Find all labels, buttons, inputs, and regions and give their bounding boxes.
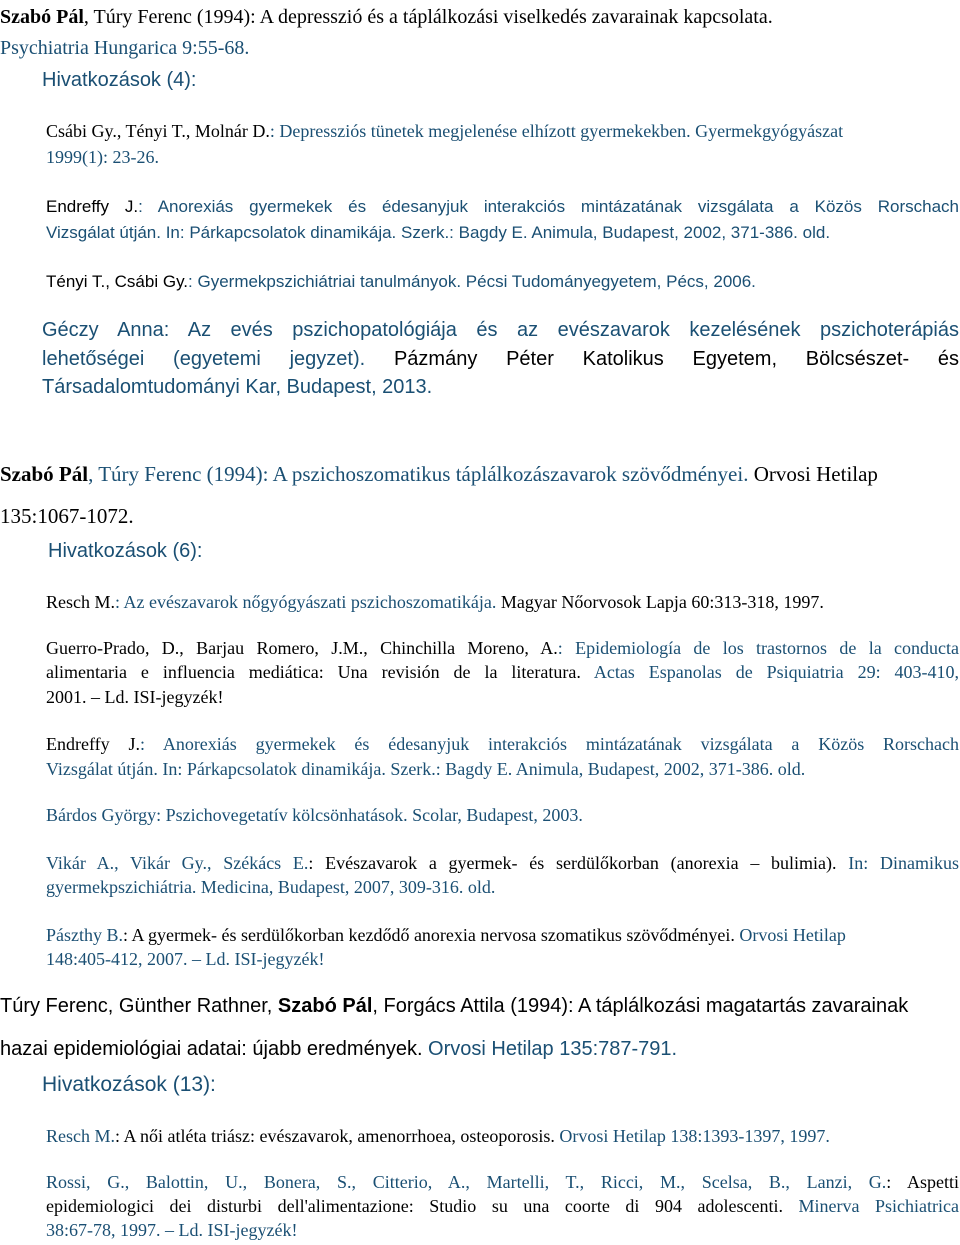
author-highlight: Szabó Pál — [0, 6, 84, 28]
reference-text: lehetőségei (egyetemi jegyzet). — [42, 348, 366, 370]
reference-authors: Tényi T., Csábi Gy. — [46, 272, 189, 291]
reference-1-4-line-3: Társadalomtudományi Kar, Budapest, 2013. — [42, 376, 433, 398]
reference-1-2-line-1 — [46, 197, 959, 217]
reference-book: In: Dinamikus — [836, 853, 959, 873]
citations-heading-2: Hivatkozások (6): — [48, 540, 203, 562]
reference-authors: Resch M. — [46, 1126, 115, 1146]
reference-journal: Orvosi Hetilap — [734, 925, 846, 945]
reference-journal: Minerva Psichiatrica — [782, 1196, 959, 1216]
reference-text: : A női atléta triász: evészavarok, amenorrhoea, osteoporosis. — [115, 1126, 555, 1146]
publication-1-text: , Túry Ferenc (1994): A depresszió és a táplálkozási viselkedés zavarainak kapcsolata. — [83, 6, 773, 28]
reference-2-2-line-3: 2001. – Ld. ISI-jegyzék! — [46, 687, 224, 707]
reference-text: : Aspetti — [886, 1172, 959, 1192]
reference-authors: Pászthy B. — [46, 925, 124, 945]
publication-3-authors: Túry Ferenc, Günther Rathner, — [0, 995, 278, 1017]
reference-journal: Actas Espanolas de Psiquiatria 29: 403-410, — [580, 662, 960, 682]
reference-2-3-line-1 — [46, 734, 959, 755]
reference-text: : Epidemiología de los trastornos de la conducta — [557, 638, 959, 658]
reference-2-1 — [46, 592, 824, 613]
reference-authors: Vikár A., Vikár Gy., Székács E. — [46, 853, 309, 873]
reference-text: : Az evészavarok nőgyógyászati pszichoszomatikája. — [115, 592, 497, 612]
publication-3-text: hazai epidemiológiai adatai: újabb eredmények. — [0, 1038, 423, 1060]
reference-2-2-line-2 — [46, 662, 959, 683]
reference-2-4: Bárdos György: Pszichovegetatív kölcsönhatások. Scolar, Budapest, 2003. — [46, 805, 583, 825]
reference-1-4-line-1: Géczy Anna: Az evés pszichopatológiája és az evészavarok kezelésének pszichoterápiás — [42, 319, 959, 341]
reference-1-1-line-2: 1999(1): 23-26. — [46, 147, 159, 167]
author-highlight: Szabó Pál — [0, 462, 89, 486]
reference-text: : A gyermek- és serdülőkorban kezdődő anorexia nervosa szomatikus szövődményei. — [123, 925, 735, 945]
reference-text: : Anorexiás gyermekek és édesanyjuk interakciós mintázatának vizsgálata a Közös Rorschach — [138, 197, 959, 216]
publication-3-journal: Orvosi Hetilap 135:787-791. — [422, 1038, 678, 1060]
reference-2-3-line-2: Vizsgálat útján. In: Párkapcsolatok dinamikája. Szerk.: Bagdy E. Animula, Budapest, 2002, 371-386. old. — [46, 759, 806, 779]
reference-3-2-line-1 — [46, 1172, 959, 1193]
reference-journal: Magyar Nőorvosok Lapja 60:313-318, 1997. — [496, 592, 824, 612]
reference-2-2-line-1 — [46, 638, 959, 659]
publication-2-journal: Orvosi Hetilap — [748, 462, 878, 486]
reference-authors: Guerro-Prado, D., Barjau Romero, J.M., Chinchilla Moreno, A. — [46, 638, 558, 658]
reference-3-1 — [46, 1126, 830, 1147]
reference-2-5-line-1 — [46, 853, 959, 874]
publication-1-line-1 — [0, 6, 773, 29]
publication-3-line-2 — [0, 1038, 677, 1061]
reference-authors: Endreffy J. — [46, 197, 139, 216]
reference-1-4-line-2 — [42, 348, 959, 371]
reference-text: : Anorexiás gyermekek és édesanyjuk interakciós mintázatának vizsgálata a Közös Rorschach — [139, 734, 959, 754]
reference-1-3 — [46, 272, 756, 292]
reference-authors: Resch M. — [46, 592, 115, 612]
reference-2-6-line-2: 148:405-412, 2007. – Ld. ISI-jegyzék! — [46, 949, 325, 969]
reference-authors: Rossi, G., Balottin, U., Bonera, S., Citterio, A., Martelli, T., Ricci, M., Scelsa, B., Lanzi, G. — [46, 1172, 887, 1192]
reference-publisher: Pázmány Péter Katolikus Egyetem, Bölcsészet- és — [365, 348, 959, 370]
publication-2-text: , Túry Ferenc (1994): A pszichoszomatikus táplálkozászavarok szövődményei. — [88, 462, 749, 486]
reference-2-6-line-1 — [46, 925, 846, 946]
reference-text: : Evészavarok a gyermek- és serdülőkorban (anorexia – bulimia). — [308, 853, 837, 873]
reference-text: : Depressziós tünetek megjelenése elhízott gyermekekben. Gyermekgyógyászat — [269, 121, 844, 141]
reference-authors: Endreffy J. — [46, 734, 140, 754]
reference-authors: Csábi Gy., Tényi T., Molnár D. — [46, 121, 270, 141]
reference-2-5-line-2: gyermekpszichiátria. Medicina, Budapest, 2007, 309-316. old. — [46, 877, 496, 897]
reference-3-2-line-2 — [46, 1196, 959, 1217]
reference-text: : Gyermekpszichiátriai tanulmányok. Pécsi Tudományegyetem, Pécs, 2006. — [188, 272, 756, 291]
publication-1-line-2: Psychiatria Hungarica 9:55-68. — [0, 37, 250, 59]
publication-2-line-2: 135:1067-1072. — [0, 504, 134, 528]
citations-heading-3: Hivatkozások (13): — [42, 1073, 216, 1096]
reference-1-1-line-1 — [46, 121, 843, 142]
reference-text: epidemiologici dei disturbi dell'alimentazione: Studio su una coorte di 904 adolescenti. — [46, 1196, 783, 1216]
reference-journal: Orvosi Hetilap 138:1393-1397, 1997. — [554, 1126, 830, 1146]
author-highlight: Szabó Pál — [277, 995, 373, 1017]
publication-3-text: , Forgács Attila (1994): A táplálkozási magatartás zavarainak — [372, 995, 909, 1017]
reference-text: alimentaria e influencia mediática: Una revisión de la literatura. — [46, 662, 581, 682]
publication-2-line-1 — [0, 462, 878, 487]
reference-1-2-line-2: Vizsgálat útján. In: Párkapcsolatok dinamikája. Szerk.: Bagdy E. Animula, Budapest, 2002, 371-386. old. — [46, 223, 831, 242]
reference-3-2-line-3: 38:67-78, 1997. – Ld. ISI-jegyzék! — [46, 1220, 298, 1240]
citations-heading-1: Hivatkozások (4): — [42, 69, 197, 91]
publication-3-line-1 — [0, 995, 908, 1018]
